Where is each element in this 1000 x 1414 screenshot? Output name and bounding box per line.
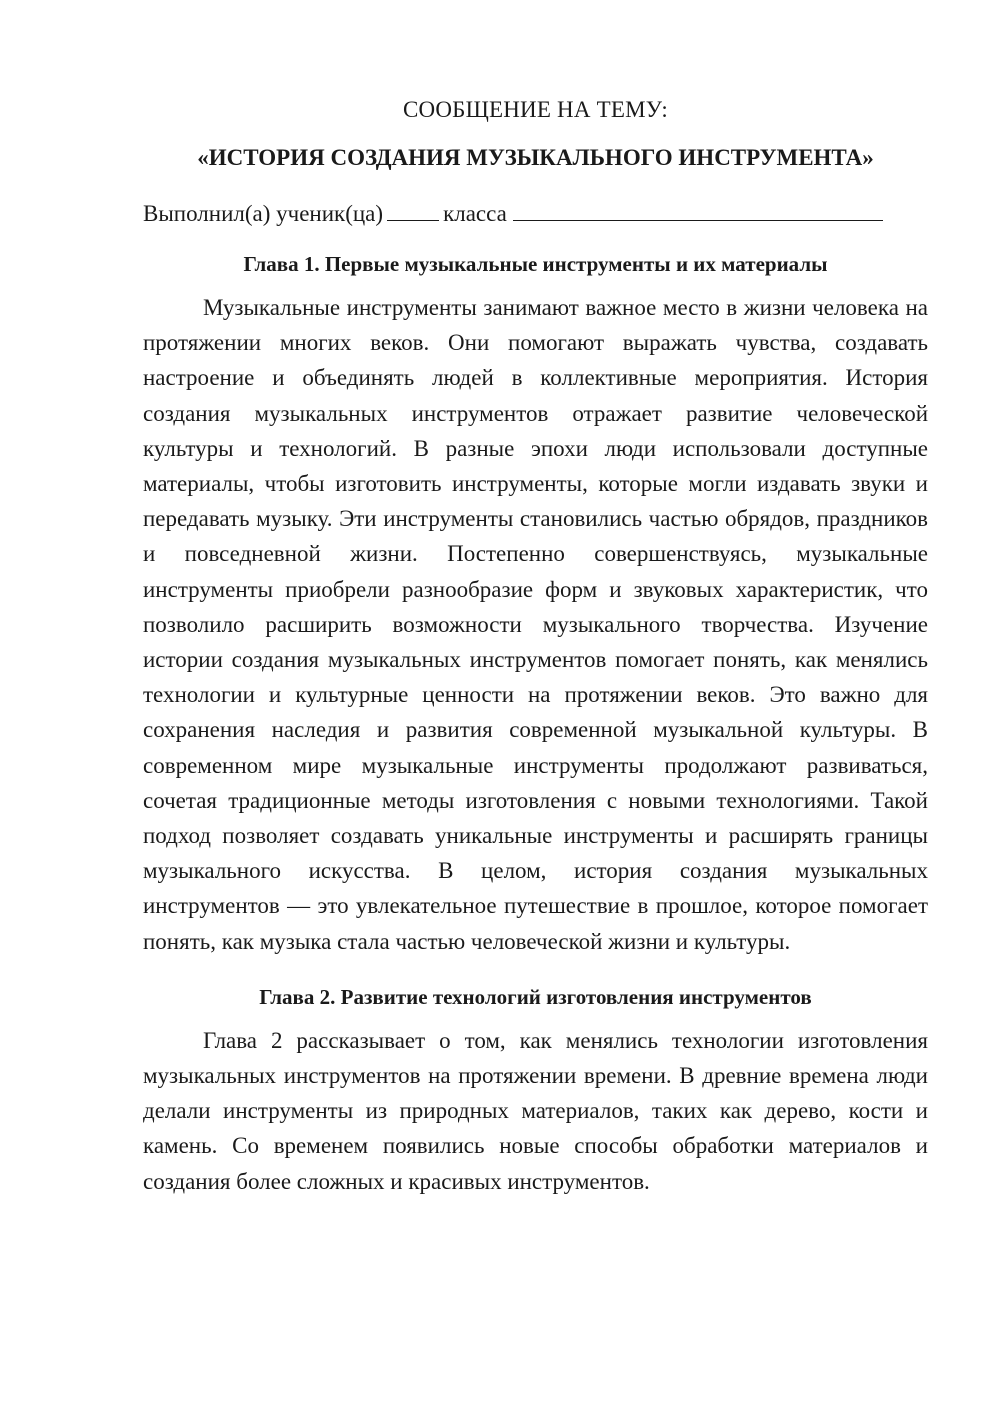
document-kicker: СООБЩЕНИЕ НА ТЕМУ: xyxy=(403,97,668,122)
document-page xyxy=(143,96,928,1199)
chapter-2-paragraph: Глава 2 рассказывает о том, как менялись технологии изготовления музыкальных инструментов на протяжении времени. В древние времена люди делали инструменты из природных материалов, таких как дерево, кости и камень. Со временем появились новые способы обработки материалов и создания более сложных и красивых инструментов. xyxy=(143,1027,928,1194)
chapter-2-heading: Глава 2. Развитие технологий изготовления инструментов xyxy=(259,984,812,1009)
chapter-1-paragraph: Музыкальные инструменты занимают важное место в жизни человека на протяжении многих веков. Они помогают выражать чувства, создавать настроение и объединять людей в коллективные мероприятия. История создания музыкальных инструментов отражает развитие человеческой культуры и технологий. В разные эпохи люди использовали доступные материалы, чтобы изготовить инструменты, которые могли издавать звуки и передавать музыку. Эти инструменты становились частью обрядов, праздников и повседневной жизни. Постепенно совершенствуясь, музыкальные инструменты приобрели разнообразие форм и звуковых характеристик, что позволило расширить возможности музыкального творчества. Изучение истории создания музыкальных инструментов помогает понять, как менялись технологии и культурные ценности на протяжении веков. Это важно для сохранения наследия и развития современной музыкальной культуры. В современном мире музыкальные инструменты продолжают развиваться, сочетая традиционные методы изготовления с новыми технологиями. Такой подход позволяет создавать уникальные инструменты и расширять границы музыкального искусства. В целом, история создания музыкальных инструментов — это увлекательное путешествие в прошлое, которое помогает понять, как музыка стала частью человеческой жизни и культуры. xyxy=(143,295,928,954)
author-line xyxy=(143,200,928,228)
author-line-middle: класса xyxy=(443,201,507,226)
author-line-prefix: Выполнил(а) ученик(ца) xyxy=(143,201,384,226)
class-number-blank xyxy=(387,200,439,221)
student-name-blank xyxy=(513,200,883,221)
document-title: «ИСТОРИЯ СОЗДАНИЯ МУЗЫКАЛЬНОГО ИНСТРУМЕНТА» xyxy=(197,145,874,170)
chapter-1-heading: Глава 1. Первые музыкальные инструменты и их материалы xyxy=(243,252,828,276)
